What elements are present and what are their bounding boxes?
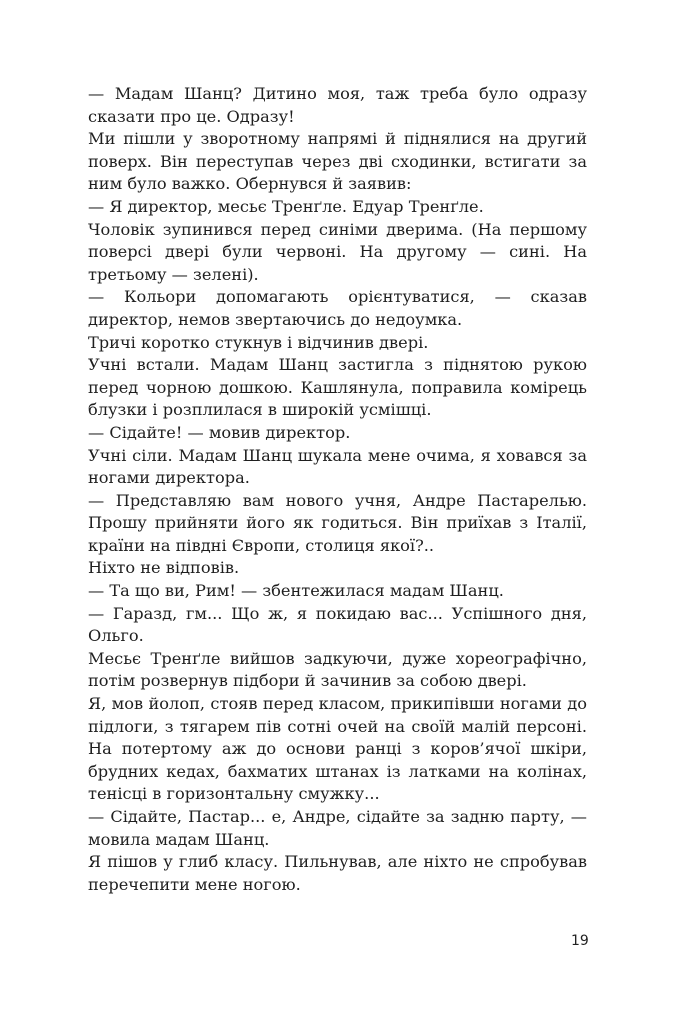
paragraph: — Гаразд, гм... Що ж, я покидаю вас... Успішного дня, Ольго. bbox=[88, 603, 587, 646]
paragraph: Я, мов йолоп, стояв перед класом, прикипівши ногами до підлоги, з тягарем пів сотні очей на своїй малій персоні. На потертому аж до основи ранці з коров’ячої шкіри, брудних кедах, бахматих штанах із латками на колінах, тенісці в горизонтальну смужку... bbox=[88, 694, 587, 804]
paragraph: Учні сіли. Мадам Шанц шукала мене очима, я ховався за ногами директора. bbox=[88, 445, 587, 488]
paragraph: — Кольори допомагають орієнтуватися, — сказав директор, немов звертаючись до недоумка. bbox=[88, 287, 587, 329]
paragraph: Месьє Тренґле вийшов задкуючи, дуже хореографічно, потім розвернув підбори й зачинив за собою двері. bbox=[88, 648, 587, 691]
paragraph: — Представляю вам нового учня, Андре Пастарелью. Прошу прийняти його як годиться. Він приїхав з Італії, країни на півдні Європи, столиця якої?.. bbox=[88, 490, 587, 555]
paragraph: Ніхто не відповів. bbox=[88, 558, 240, 578]
paragraph: — Та що ви, Рим! — збентежилася мадам Шанц. bbox=[88, 581, 504, 601]
paragraph: Я пішов у глиб класу. Пильнував, але ніхто не спробував перечепити мене ногою. bbox=[88, 852, 587, 894]
paragraph: — Сідайте! — мовив директор. bbox=[88, 422, 351, 442]
paragraph: Тричі коротко стукнув і відчинив двері. bbox=[88, 332, 429, 352]
body-text bbox=[88, 83, 587, 896]
paragraph: Учні встали. Мадам Шанц застигла з піднятою рукою перед чорною дошкою. Кашлянула, поправила комірець блузки і розплилася в широкій усмішці. bbox=[88, 355, 587, 420]
paragraph: — Мадам Шанц? Дитино моя, таж треба було одразу сказати про це. Одразу! bbox=[88, 84, 587, 126]
paragraph: Чоловік зупинився перед синіми дверима. (На першому поверсі двері були червоні. На другому — сині. На третьому — зелені). bbox=[88, 219, 587, 284]
paragraph: Ми пішли у зворотному напрямі й піднялися на другий поверх. Він переступав через дві сходинки, встигати за ним було важко. Обернувся й заявив: bbox=[88, 129, 587, 194]
page-number: 19 bbox=[571, 933, 589, 949]
paragraph: — Сідайте, Пастар... е, Андре, сідайте за задню парту, — мовила мадам Шанц. bbox=[88, 807, 587, 849]
paragraph: — Я директор, месьє Тренґле. Едуар Тренґле. bbox=[88, 196, 484, 216]
